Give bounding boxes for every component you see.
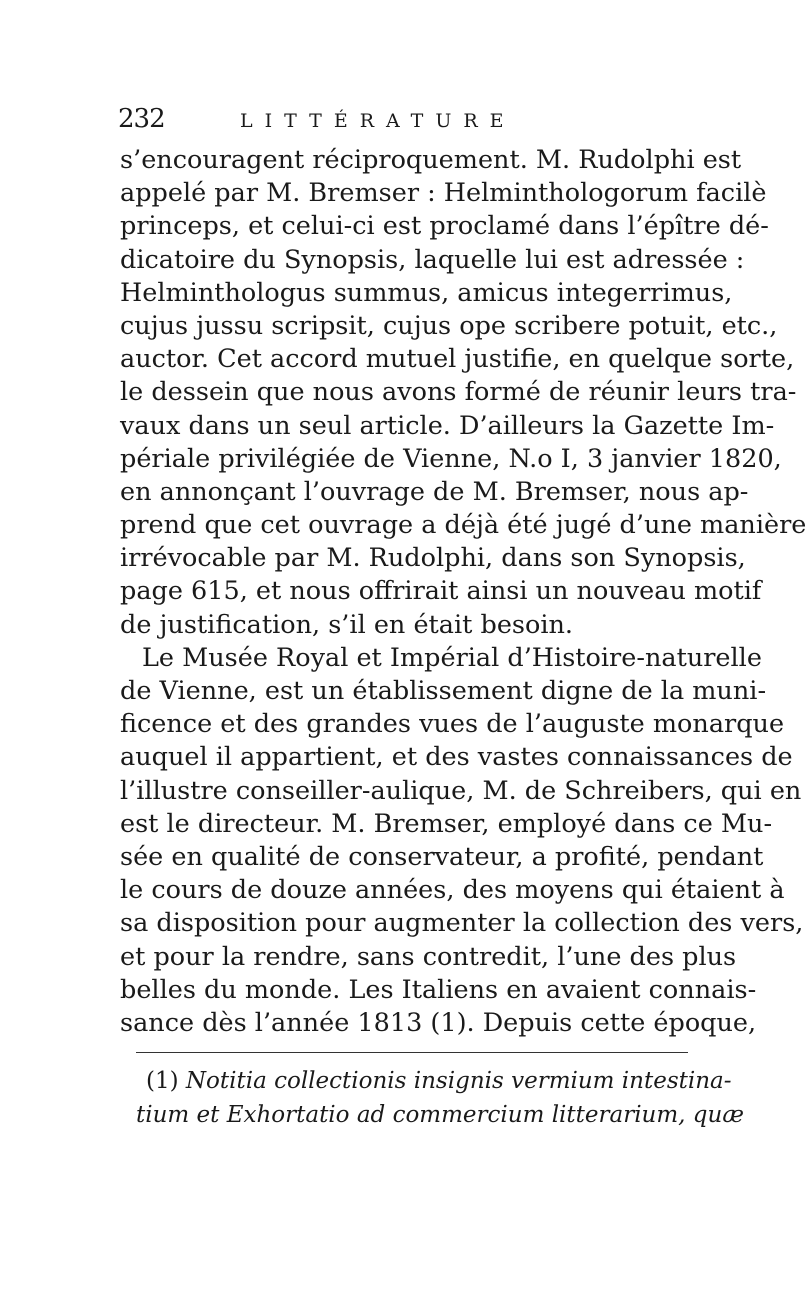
text-line: appelé par M. Bremser : Helminthologorum facilè <box>120 178 767 209</box>
text-line: l’illustre conseiller-aulique, M. de Schreibers, qui en <box>120 775 802 806</box>
text-line: est le directeur. M. Bremser, employé dans ce Mu- <box>120 808 773 839</box>
text-line: périale privilégiée de Vienne, N.o I, 3 janvier 1820, <box>120 443 782 474</box>
text-line: sée en qualité de conservateur, a profité, pendant <box>120 841 764 872</box>
text-line: de justification, s’il en était besoin. <box>120 609 574 640</box>
text-line: auquel il appartient, et des vastes connaissances de <box>120 742 793 773</box>
text-line: Le Musée Royal et Impérial d’Histoire-naturelle <box>142 642 762 673</box>
text-line: et pour la rendre, sans contredit, l’une des plus <box>120 941 737 972</box>
text-line: auctor. Cet accord mutuel justifie, en quelque sorte, <box>120 344 795 375</box>
text-line: belles du monde. Les Italiens en avaient connais- <box>120 974 757 1005</box>
running-head-title: LITTÉRATURE <box>240 110 516 132</box>
running-head <box>118 104 698 144</box>
footnote-rule <box>136 1052 688 1053</box>
footnote <box>136 1064 744 1132</box>
text-line: sance dès l’année 1813 (1). Depuis cette époque, <box>120 1007 757 1038</box>
text-line: Helminthologus summus, amicus integerrimus, <box>120 277 733 308</box>
text-line: vaux dans un seul article. D’ailleurs la Gazette Im- <box>120 410 775 441</box>
footnote-text: Notitia collectionis insignis vermium intestina- <box>185 1068 732 1094</box>
text-line: de Vienne, est un établissement digne de la muni- <box>120 676 767 706</box>
body-text <box>120 144 806 1040</box>
text-line: page 615, et nous offrirait ainsi un nouveau motif <box>120 576 762 607</box>
text-line: s’encouragent réciproquement. M. Rudolphi est <box>120 145 742 175</box>
text-line: ficence et des grandes vues de l’auguste monarque <box>120 709 785 740</box>
text-line: dicatoire du Synopsis, laquelle lui est adressée : <box>120 244 745 275</box>
text-line: prend que cet ouvrage a déjà été jugé d’une manière <box>120 510 806 541</box>
text-line: cujus jussu scripsit, cujus ope scribere potuit, etc., <box>120 310 778 341</box>
text-line: princeps, et celui-ci est proclamé dans l’épître dé- <box>120 211 769 242</box>
text-line: le cours de douze années, des moyens qui étaient à <box>120 875 785 906</box>
page-number: 232 <box>118 104 165 134</box>
text-line: irrévocable par M. Rudolphi, dans son Synopsis, <box>120 543 746 574</box>
text-line: le dessein que nous avons formé de réunir leurs tra- <box>120 377 797 408</box>
footnote-line <box>136 1064 732 1098</box>
text-line: en annonçant l’ouvrage de M. Bremser, nous ap- <box>120 476 749 507</box>
footnote-marker: (1) <box>146 1068 179 1094</box>
footnote-line: tium et Exhortatio ad commercium litterarium, quæ <box>136 1102 744 1128</box>
text-line: sa disposition pour augmenter la collection des vers, <box>120 908 804 939</box>
